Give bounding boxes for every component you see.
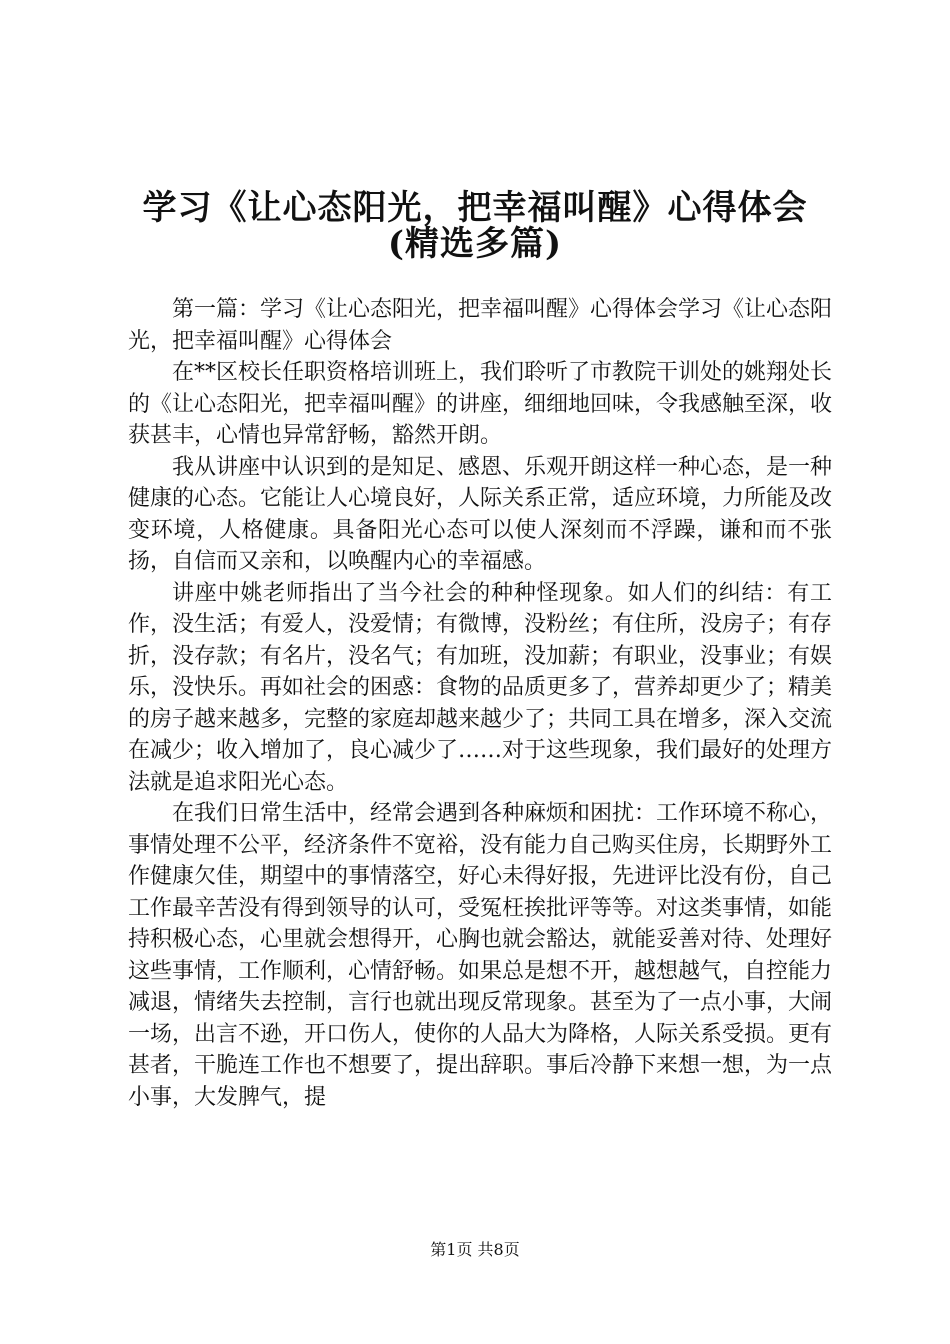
- paragraph: 讲座中姚老师指出了当今社会的种种怪现象。如人们的纠结：有工作，没生活；有爱人，没爱情；有微博，没粉丝；有住所，没房子；有存折，没存款；有名片，没名气；有加班，没加薪；有职业，没事业；有娱乐，没快乐。再如社会的困惑：食物的品质更多了，营养却更少了；精美的房子越来越多，完整的家庭却越来越少了；共同工具在增多，深入交流在减少；收入增加了，良心减少了……对于这些现象，我们最好的处理方法就是追求阳光心态。: [128, 580, 833, 795]
- paragraph: 第一篇：学习《让心态阳光，把幸福叫醒》心得体会学习《让心态阳光，把幸福叫醒》心得体会: [128, 297, 833, 354]
- paragraph: 我从讲座中认识到的是知足、感恩、乐观开朗这样一种心态，是一种健康的心态。它能让人心境良好，人际关系正常，适应环境，力所能及改变环境，人格健康。具备阳光心态可以使人深刻而不浮躁，谦和而不张扬，自信而又亲和，以唤醒内心的幸福感。: [128, 454, 833, 574]
- document-subtitle: (精选多篇): [387, 224, 563, 264]
- document-title: 学习《让心态阳光，把幸福叫醒》心得体会: [142, 188, 808, 228]
- paragraph: 在我们日常生活中，经常会遇到各种麻烦和困扰：工作环境不称心，事情处理不公平，经济条件不宽裕，没有能力自己购买住房，长期野外工作健康欠佳，期望中的事情落空，好心未得好报，先进评比没有份，自己工作最辛苦没有得到领导的认可，受冤枉挨批评等等。对这类事情，如能持积极心态，心里就会想得开，心胸也就会豁达，就能妥善对待、处理好这些事情，工作顺利，心情舒畅。如果总是想不开，越想越气，自控能力减退，情绪失去控制，言行也就出现反常现象。甚至为了一点小事，大闹一场，出言不逊，开口伤人，使你的人品大为降格，人际关系受损。更有甚者，干脆连工作也不想要了，提出辞职。事后冷静下来想一想，为一点小事，大发脾气，提: [128, 801, 833, 1110]
- document-body: [128, 294, 832, 1113]
- paragraph: 在**区校长任职资格培训班上，我们聆听了市教院干训处的姚翔处长的《让心态阳光，把幸福叫醒》的讲座，细细地回味，令我感触至深，收获甚丰，心情也异常舒畅，豁然开朗。: [128, 360, 833, 448]
- page-number-footer: 第1页 共8页: [430, 1240, 520, 1259]
